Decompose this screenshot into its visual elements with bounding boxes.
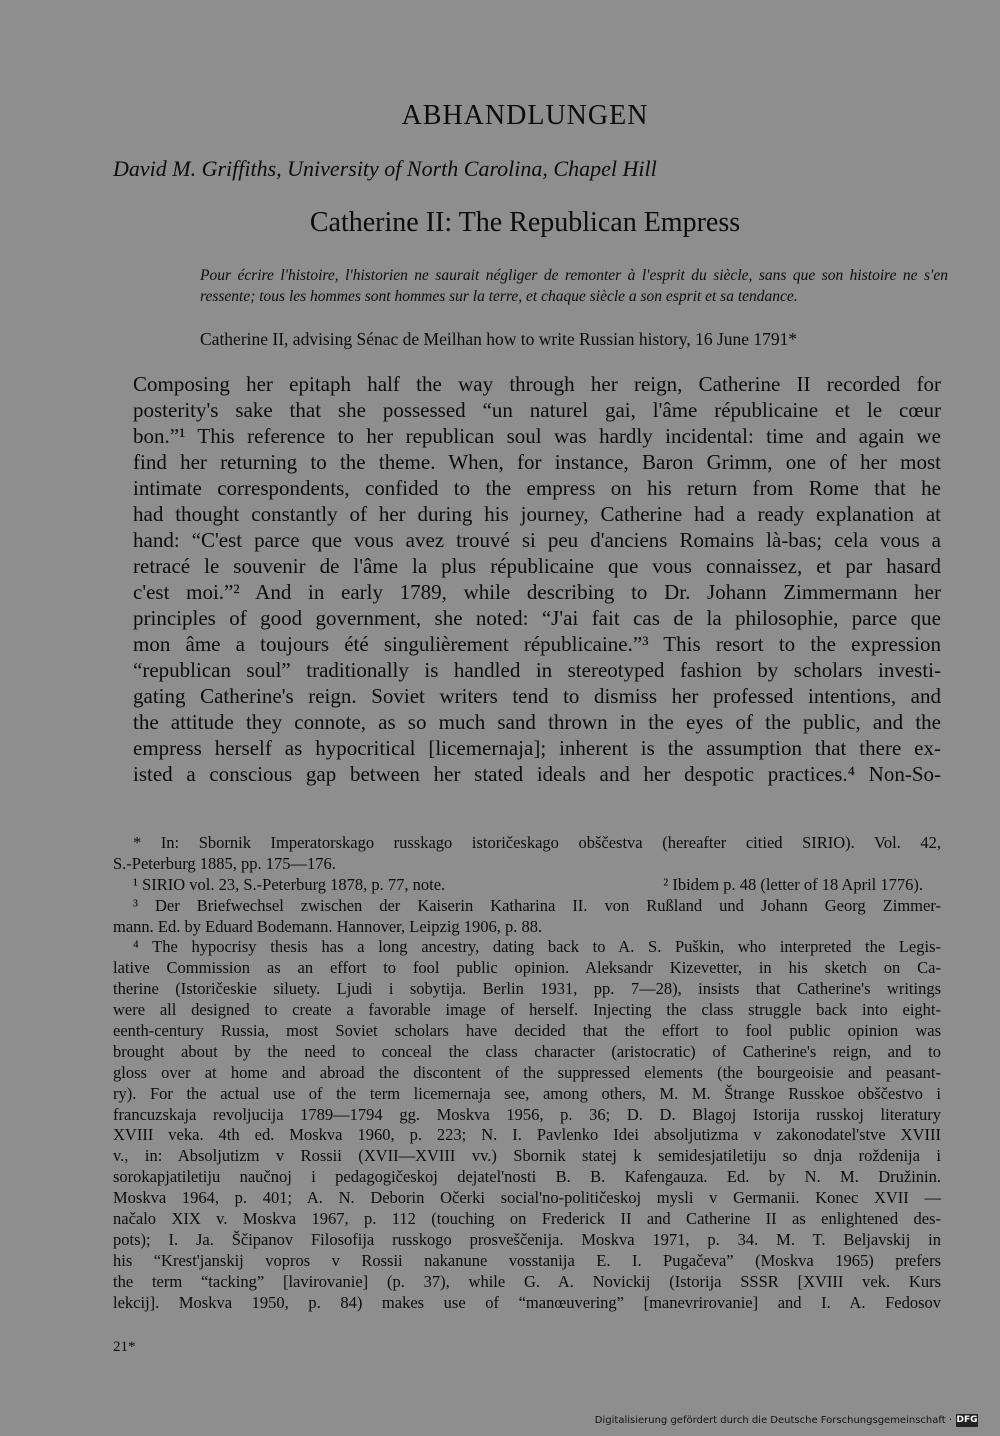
body-line: find her returning to the theme. When, for instance, Baron Grimm, one of her most	[133, 450, 941, 474]
footnote-4-line: were all designed to create a favorable image of herself. Injecting the class struggle back into eight-	[113, 1000, 941, 1020]
body-line: isted a conscious gap between her stated ideals and her despotic practices.⁴ Non-So-	[133, 762, 941, 786]
body-line: retracé le souvenir de l'âme la plus républicaine que vous connaissez, et par hasard	[133, 554, 941, 578]
digitization-credit	[595, 1414, 978, 1427]
section-heading: ABHANDLUNGEN	[401, 100, 649, 131]
footnote-4-line: v., in: Absoljutizm v Rossii (XVII—XVIII vv.) Sbornik statej k semidesjatiletiju so dnja roždenija i	[113, 1146, 941, 1166]
body-line: had thought constantly of her during his journey, Catherine had a ready explanation at	[133, 502, 941, 526]
footnote-4-line: lekcij]. Moskva 1950, p. 84) makes use of “manœuvering” [manevrirovanie] and I. A. Fedosov	[113, 1292, 941, 1312]
footnote-star-line: S.-Peterburg 1885, pp. 175—176.	[113, 853, 336, 873]
article-title: Catherine II: The Republican Empress	[309, 207, 741, 238]
body-line: gating Catherine's reign. Soviet writers tend to dismiss her professed intentions, and	[133, 684, 941, 708]
body-line: c'est moi.”² And in early 1789, while describing to Dr. Johann Zimmermann her	[133, 580, 941, 604]
footnote-4-line: XVIII veka. 4th ed. Moskva 1960, p. 223; N. I. Pavlenko Idei absoljutizma v zakonodatel'stve XVIII	[113, 1125, 941, 1145]
dfg-logo-icon: DFG	[956, 1415, 978, 1425]
footnote-4-line: francuzskaja revoljucija 1789—1794 gg. Moskva 1956, p. 36; D. D. Blagoj Istorija russkoj literatury	[113, 1104, 941, 1124]
footnote-4-line: sorokapjatiletiju naučnoj i pedagogičeskoj dejatel'nosti B. B. Kafengauza. Ed. by N. M. Družinin.	[113, 1167, 941, 1187]
body-line: principles of good government, she noted: “J'ai fait cas de la philosophie, parce que	[133, 606, 941, 630]
body-line: the attitude they connote, as so much sand thrown in the eyes of the public, and the	[133, 710, 941, 734]
epigraph-text: Pour écrire l'histoire, l'historien ne saurait négliger de remonter à l'esprit du siècle, sans que son histoire ne s'en ressente; tous les hommes sont hommes sur la terre, et chaque siècle a son esprit et sa tendance.	[200, 267, 948, 305]
footnote-4-line: ry). For the actual use of the term licemernaja see, among others, M. M. Štrange Russkoe obščestvo i	[113, 1083, 941, 1103]
footnote-4-line: his “Krest'janskij vopros v Rossii nakanune vosstanija E. I. Pugačeva” (Moskva 1965) prefers	[113, 1250, 941, 1270]
footnote-4-line: the term “tacking” [lavirovanie] (p. 37), while G. A. Novickij (Istorija SSSR [XVIII vek. Kurs	[113, 1271, 941, 1291]
footnote-star-line: * In: Sbornik Imperatorskago russkago istoričeskago obščestva (hereafter citied SIRIO). Vol. 42,	[133, 833, 941, 852]
body-line: empress herself as hypocritical [licemernaja]; inherent is the assumption that there ex-	[133, 736, 941, 760]
page-folio: 21*	[113, 1339, 136, 1355]
footnote-4-line: gloss over at home and abroad the discontent of the suppressed elements (the bourgeoisie and peasant-	[113, 1062, 941, 1082]
body-line: mon âme a toujours été singulièrement républicaine.”³ This resort to the expression	[133, 632, 941, 656]
footnote-3-line: ³ Der Briefwechsel zwischen der Kaiserin Katharina II. von Rußland und Johann Georg Zimmer-	[133, 895, 941, 915]
footnote-4-line: Moskva 1964, p. 401; A. N. Deborin Očerki social'no-političeskoj mysli v Germanii. Konec XVII —	[113, 1188, 941, 1208]
footnote-4-line: ⁴ The hypocrisy thesis has a long ancestry, dating back to A. S. Puškin, who interpreted the Legis-	[133, 937, 941, 957]
footnote-2: ² Ibidem p. 48 (letter of 18 April 1776).	[663, 874, 923, 894]
footnotes	[113, 833, 941, 1313]
footnote-pair	[113, 875, 941, 896]
body-line: “republican soul” traditionally is handled in stereotyped fashion by scholars investi-	[133, 658, 941, 682]
footnote-4-line: eenth-century Russia, most Soviet scholars have decided that the effort to fool public opinion was	[113, 1021, 941, 1041]
body-paragraph	[133, 371, 941, 787]
footnote-4-line: načalo XIX v. Moskva 1967, p. 112 (touching on Frederick II and Catherine II as enlightened des-	[113, 1209, 941, 1229]
body-line: intimate correspondents, confided to the empress on his return from Rome that he	[133, 476, 941, 500]
author-line: David M. Griffiths, University of North Carolina, Chapel Hill	[113, 156, 657, 181]
footnote-4-line: brought about by the need to conceal the class character (aristocratic) of Catherine's reign, and to	[113, 1041, 941, 1061]
footnote-4-line: therine (Istoričeskie siluety. Ljudi i sobytija. Berlin 1931, pp. 7—28), insists that Catherine's writings	[113, 979, 941, 999]
body-line: posterity's sake that she possessed “un naturel gai, l'âme républicaine et le cœur	[133, 398, 941, 422]
footnote-1: ¹ SIRIO vol. 23, S.-Peterburg 1878, p. 77, note.	[133, 874, 446, 894]
body-line: Composing her epitaph half the way through her reign, Catherine II recorded for	[133, 372, 941, 396]
body-line: hand: “C'est parce que vous avez trouvé si peu d'anciens Romains là-bas; cela vous a	[133, 528, 941, 552]
footnote-4-line: lative Commission as an effort to fool public opinion. Aleksandr Kizevetter, in his sketch on Ca-	[113, 958, 941, 978]
footnote-4-line: pots); I. Ja. Ščipanov Filosofija russkogo prosveščenija. Moskva 1971, p. 34. M. T. Beljavskij in	[113, 1229, 941, 1249]
credit-text: Digitalisierung gefördert durch die Deutsche Forschungsgemeinschaft ·	[594, 1415, 952, 1426]
body-line: bon.”¹ This reference to her republican soul was hardly incidental: time and again we	[133, 424, 941, 448]
footnote-3-line: mann. Ed. by Eduard Bodemann. Hannover, Leipzig 1906, p. 88.	[113, 916, 543, 936]
epigraph-source: Catherine II, advising Sénac de Meilhan how to write Russian history, 16 June 1791*	[200, 329, 798, 349]
